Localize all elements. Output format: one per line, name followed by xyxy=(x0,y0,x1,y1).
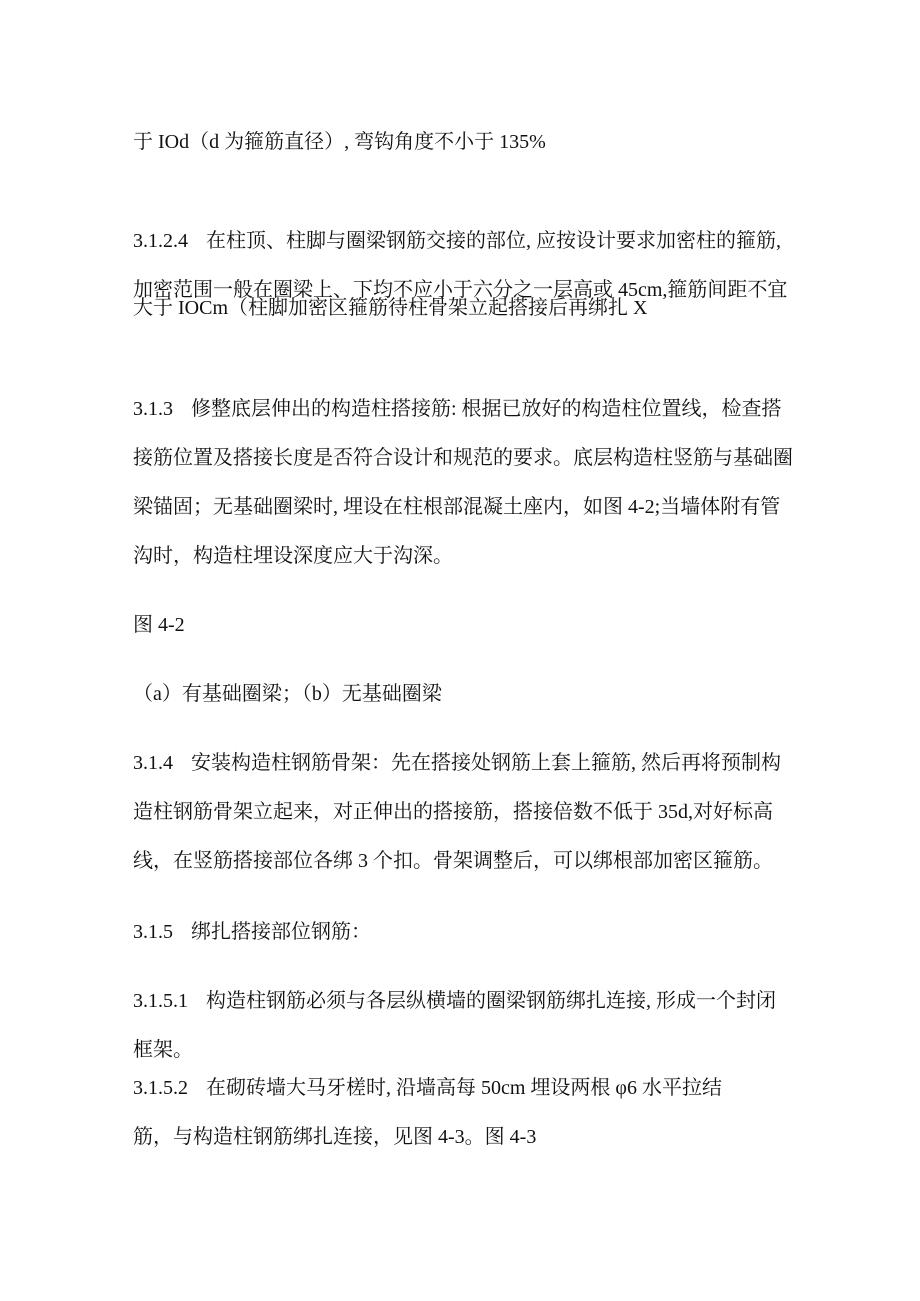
section-number: 3.1.5 xyxy=(133,921,173,943)
text-line xyxy=(133,849,773,873)
text-line xyxy=(133,751,781,775)
section-number: 3.1.4 xyxy=(133,752,173,774)
line-text: 构造柱钢筋必须与各层纵横墙的圈梁钢筋绑扎连接, 形成一个封闭 xyxy=(206,990,776,1012)
line-text: 在柱顶、柱脚与圈梁钢筋交接的部位, 应按设计要求加密柱的箍筋, xyxy=(206,230,781,252)
section-number: 3.1.2.4 xyxy=(133,230,188,252)
line-text: （a）有基础圈梁；（b）无基础圈梁 xyxy=(133,683,442,705)
line-text: 框架。 xyxy=(133,1039,193,1061)
text-line xyxy=(133,544,453,568)
line-text: 安装构造柱钢筋骨架：先在搭接处钢筋上套上箍筋, 然后再将预制构 xyxy=(191,752,781,774)
line-text: 造柱钢筋骨架立起来，对正伸出的搭接筋，搭接倍数不低于 35d,对好标高 xyxy=(133,801,773,823)
text-line xyxy=(133,800,773,824)
line-text: 大于 IOCm（柱脚加密区箍筋待柱骨架立起搭接后再绑扎 X xyxy=(133,297,648,319)
line-text: 筋，与构造柱钢筋绑扎连接，见图 4-3。图 4-3 xyxy=(133,1126,537,1148)
text-line xyxy=(133,989,776,1013)
line-text: 线，在竖筋搭接部位各绑 3 个扣。骨架调整后，可以绑根部加密区箍筋。 xyxy=(133,850,773,872)
text-line xyxy=(133,446,793,470)
text-line xyxy=(133,495,780,519)
line-text: 在砌砖墙大马牙槎时, 沿墙高每 50cm 埋设两根 φ6 水平拉结 xyxy=(206,1077,722,1099)
line-text: 梁锚固；无基础圈梁时, 埋设在柱根部混凝土座内，如图 4-2;当墙体附有管 xyxy=(133,496,781,518)
line-text: 修整底层伸出的构造柱搭接筋: 根据已放好的构造柱位置线，检查搭 xyxy=(191,398,782,420)
line-text: 接筋位置及搭接长度是否符合设计和规范的要求。底层构造柱竖筋与基础圈 xyxy=(133,447,793,469)
section-number: 3.1.3 xyxy=(133,398,173,420)
line-text: 图 4-2 xyxy=(133,614,185,636)
line-text: 于 IOd（d 为箍筋直径）, 弯钩角度不小于 135% xyxy=(133,131,546,153)
section-number: 3.1.5.1 xyxy=(133,990,188,1012)
text-line xyxy=(133,229,781,253)
line-text: 沟时，构造柱埋设深度应大于沟深。 xyxy=(133,545,453,567)
text-line xyxy=(133,397,782,421)
figure-subcaption xyxy=(133,682,442,706)
text-line xyxy=(133,1076,722,1100)
figure-caption xyxy=(133,613,185,637)
line-text: 绑扎搭接部位钢筋： xyxy=(191,921,371,943)
text-line xyxy=(133,130,546,154)
text-line xyxy=(133,920,371,944)
text-line xyxy=(133,296,647,320)
line-text: 加密范围一般在圈梁上、下均不应小于六分之一层高或 45cm,箍筋间距不宜 xyxy=(133,279,788,301)
section-number: 3.1.5.2 xyxy=(133,1077,188,1099)
text-line xyxy=(133,1125,536,1149)
text-line xyxy=(133,1038,193,1062)
